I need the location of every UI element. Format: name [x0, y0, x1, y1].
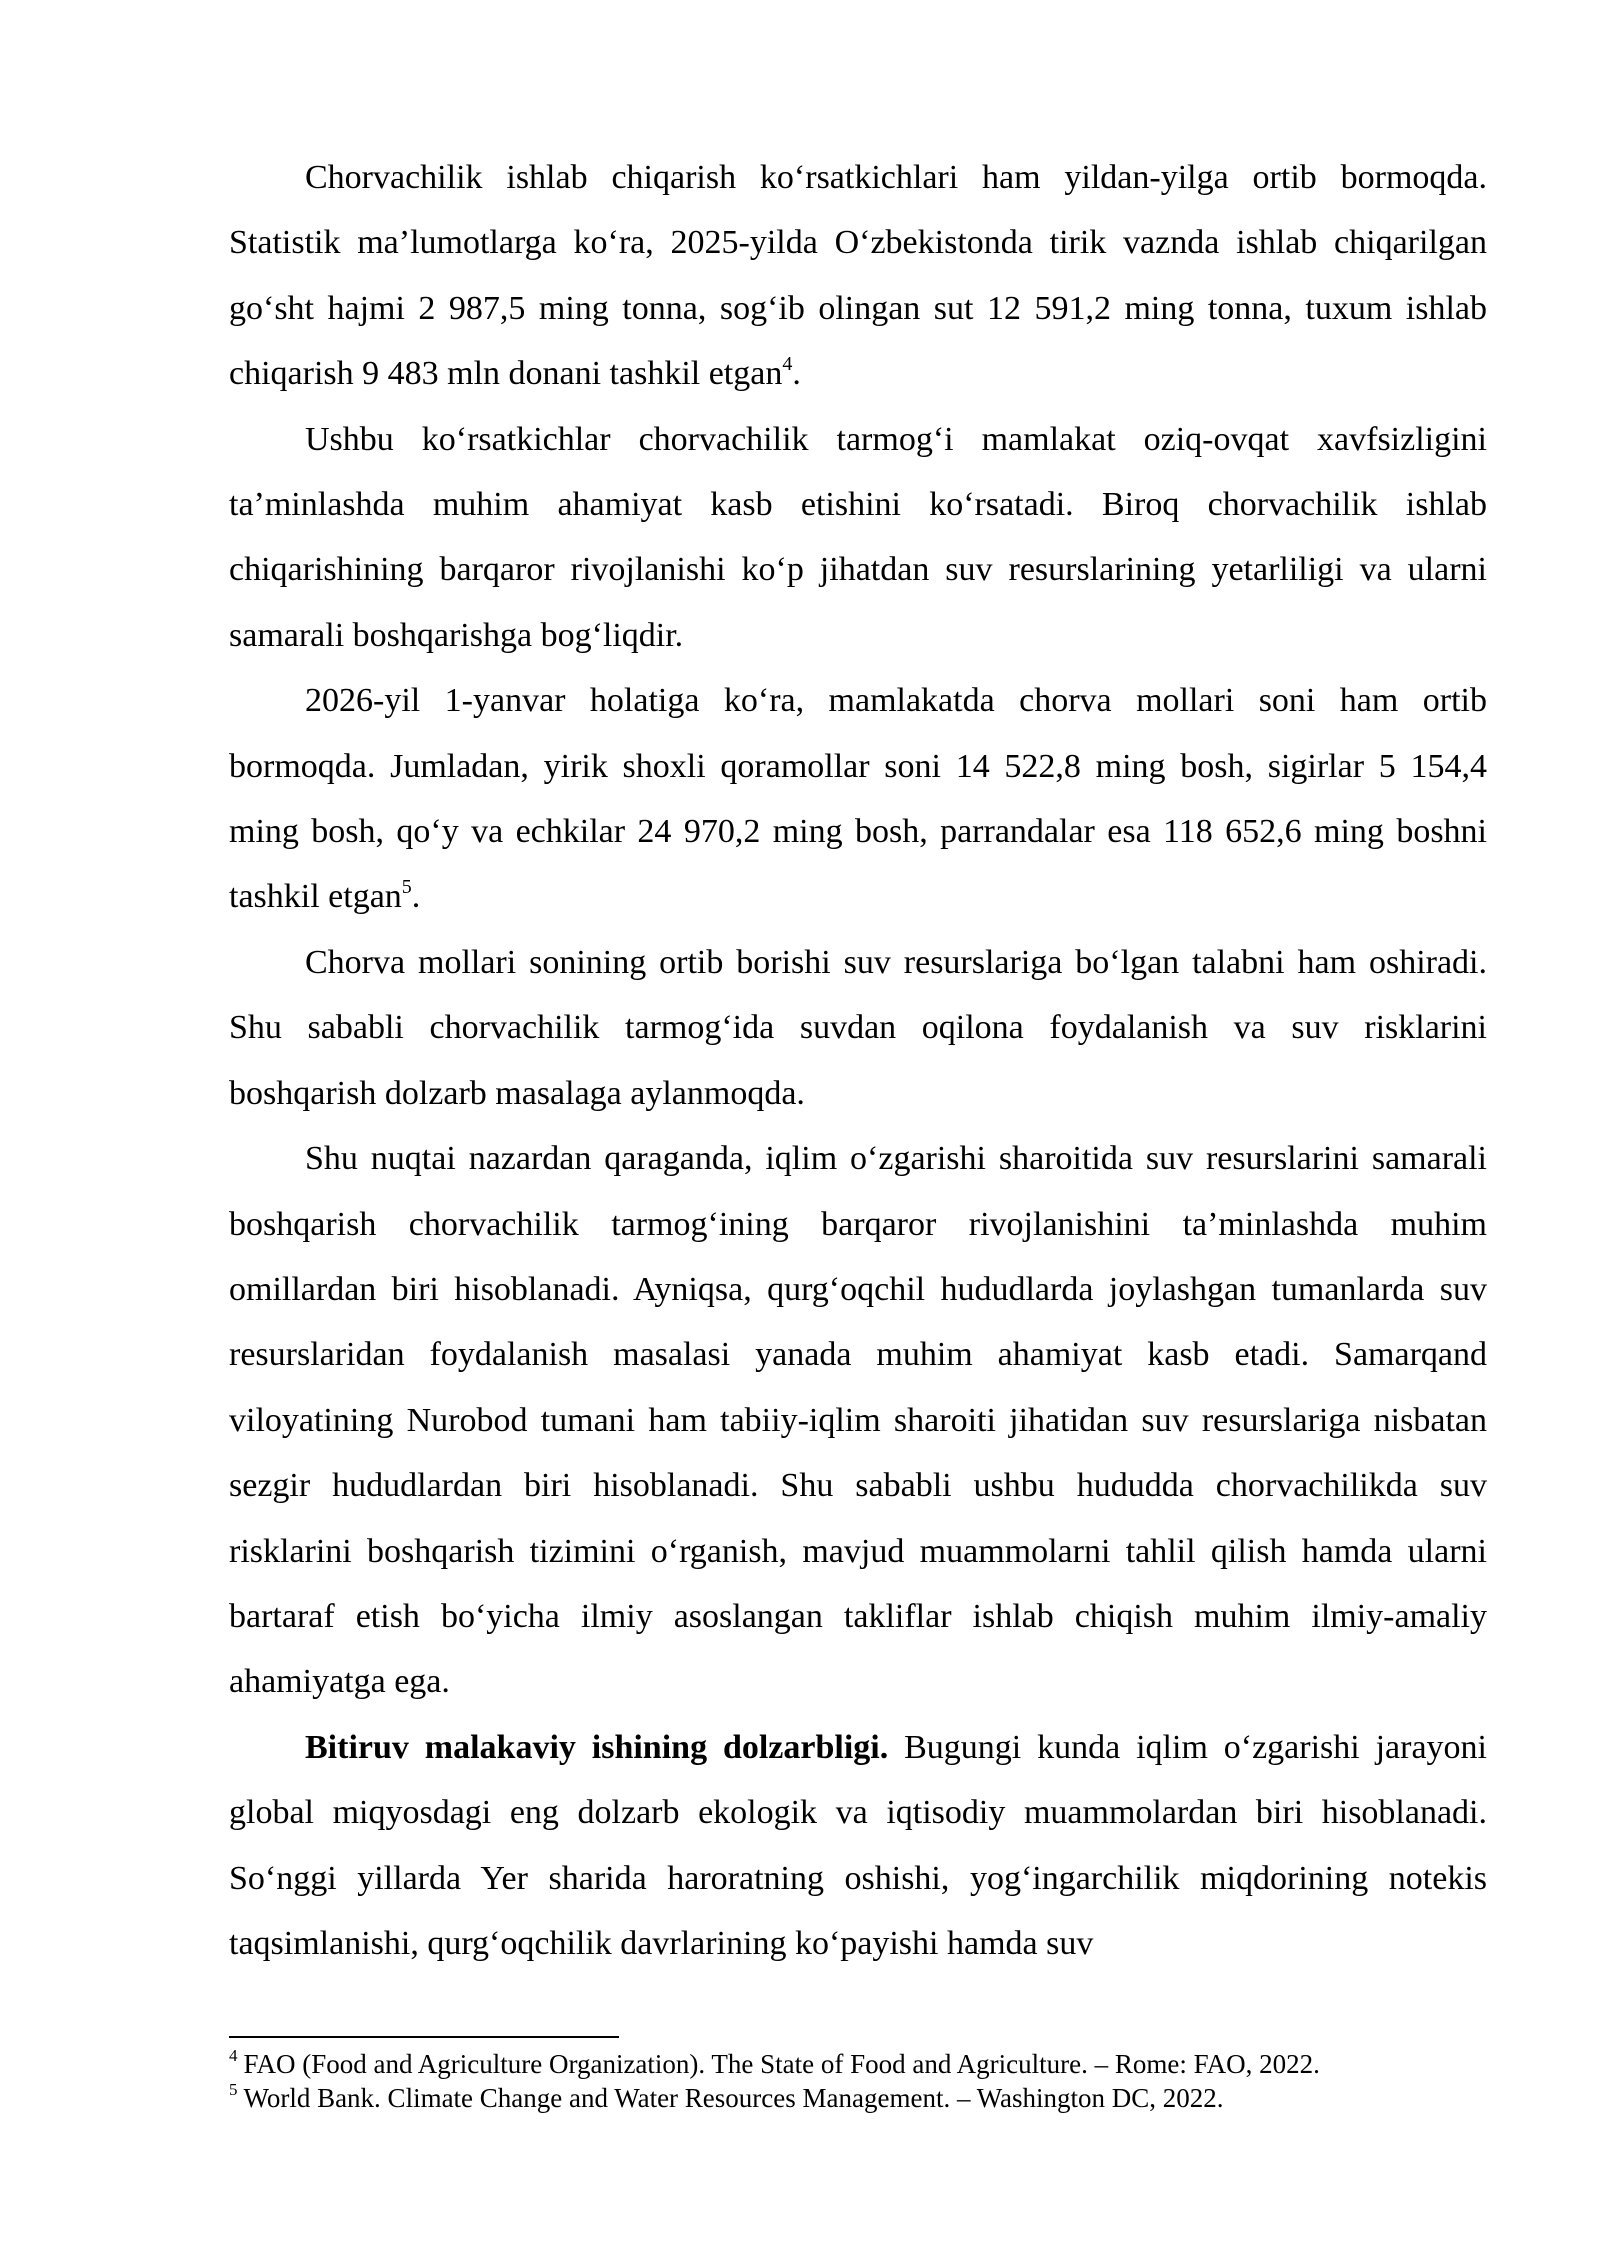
document-body	[229, 145, 1487, 1976]
paragraph-text: Chorva mollari sonining ortib borishi suv resurslariga bo‘lgan talabni ham oshiradi. Shu sababli chorvachilik tarmog‘ida suvdan oqilona foydalanish va suv risklarini boshqarish dolzarb masalaga aylanmoqda.	[229, 943, 1487, 1112]
section-lead-heading: Bitiruv malakaviy ishining dolzarbligi.	[305, 1728, 889, 1766]
paragraph-nurobod-district	[229, 1126, 1487, 1715]
paragraph-food-security	[229, 407, 1487, 669]
paragraph-text: Shu nuqtai nazardan qaraganda, iqlim o‘zgarishi sharoitida suv resurslarini samarali boshqarish chorvachilik tarmog‘ining barqaror rivojlanishini ta’minlashda muhim omillardan biri hisoblanadi. Ayniqsa, qurg‘oqchil hududlarda joylashgan tumanlarda suv resurslaridan foydalanish masalasi yanada muhim ahamiyat kasb etadi. Samarqand viloyatining Nurobod tumani ham tabiiy-iqlim sharoiti jihatidan suv resurslariga nisbatan sezgir hududlardan biri hisoblanadi. Shu sababli ushbu hududda chorvachilikda suv risklarini boshqarish tizimini o‘rganish, mavjud muammolarni tahlil qilish hamda ularni bartaraf etish bo‘yicha ilmiy asoslangan takliflar ishlab chiqish muhim ilmiy-amaliy ahamiyatga ega.	[229, 1140, 1487, 1701]
footnote-number: 4	[229, 2046, 238, 2065]
footnote-text: FAO (Food and Agriculture Organization). The State of Food and Agriculture. – Rome: FAO, 2022.	[243, 2049, 1320, 2079]
footnotes	[229, 2047, 1487, 2115]
paragraph-end: .	[411, 878, 421, 916]
paragraph-thesis-relevance	[229, 1715, 1487, 1977]
footnote-reference-4[interactable]: 4	[782, 352, 793, 375]
footnote-reference-5[interactable]: 5	[401, 876, 412, 899]
paragraph-livestock-numbers	[229, 668, 1487, 930]
footnote-text: World Bank. Climate Change and Water Resources Management. – Washington DC, 2022.	[243, 2083, 1224, 2113]
footnote-5	[229, 2081, 1487, 2115]
paragraph-text: Chorvachilik ishlab chiqarish ko‘rsatkichlari ham yildan-yilga ortib bormoqda. Statistik ma’lumotlarga ko‘ra, 2025-yilda O‘zbekistonda tirik vaznda ishlab chiqarilgan go‘sht hajmi 2 987,5 ming tonna, sog‘ib olingan sut 12 591,2 ming tonna, tuxum ishlab chiqarish 9 483 mln donani tashkil etgan	[229, 159, 1487, 393]
paragraph-text: Ushbu ko‘rsatkichlar chorvachilik tarmog‘i mamlakat oziq-ovqat xavfsizligini ta’minlashda muhim ahamiyat kasb etishini ko‘rsatadi. Biroq chorvachilik ishlab chiqarishining barqaror rivojlanishi ko‘p jihatdan suv resurslarining yetarliligi va ularni samarali boshqarishga bog‘liqdir.	[229, 420, 1487, 654]
paragraph-livestock-production	[229, 145, 1487, 407]
paragraph-water-demand	[229, 930, 1487, 1126]
paragraph-end: .	[792, 355, 801, 393]
paragraph-text: 2026-yil 1-yanvar holatiga ko‘ra, mamlakatda chorva mollari soni ham ortib bormoqda. Jumladan, yirik shoxli qoramollar soni 14 522,8 ming bosh, sigirlar 5 154,4 ming bosh, qo‘y va echkilar 24 970,2 ming bosh, parrandalar esa 118 652,6 ming boshni tashkil etgan	[229, 682, 1487, 916]
footnote-4	[229, 2047, 1487, 2081]
footnote-number: 5	[229, 2080, 238, 2099]
paragraph-text: Bugungi kunda iqlim o‘zgarishi jarayoni global miqyosdagi eng dolzarb ekologik va iqtisodiy muammolardan biri hisoblanadi. So‘nggi yillarda Yer sharida haroratning oshishi, yog‘ingarchilik miqdorining notekis taqsimlanishi, qurg‘oqchilik davrlarining ko‘payishi hamda suv	[229, 1728, 1487, 1962]
footnote-separator	[229, 2036, 619, 2038]
